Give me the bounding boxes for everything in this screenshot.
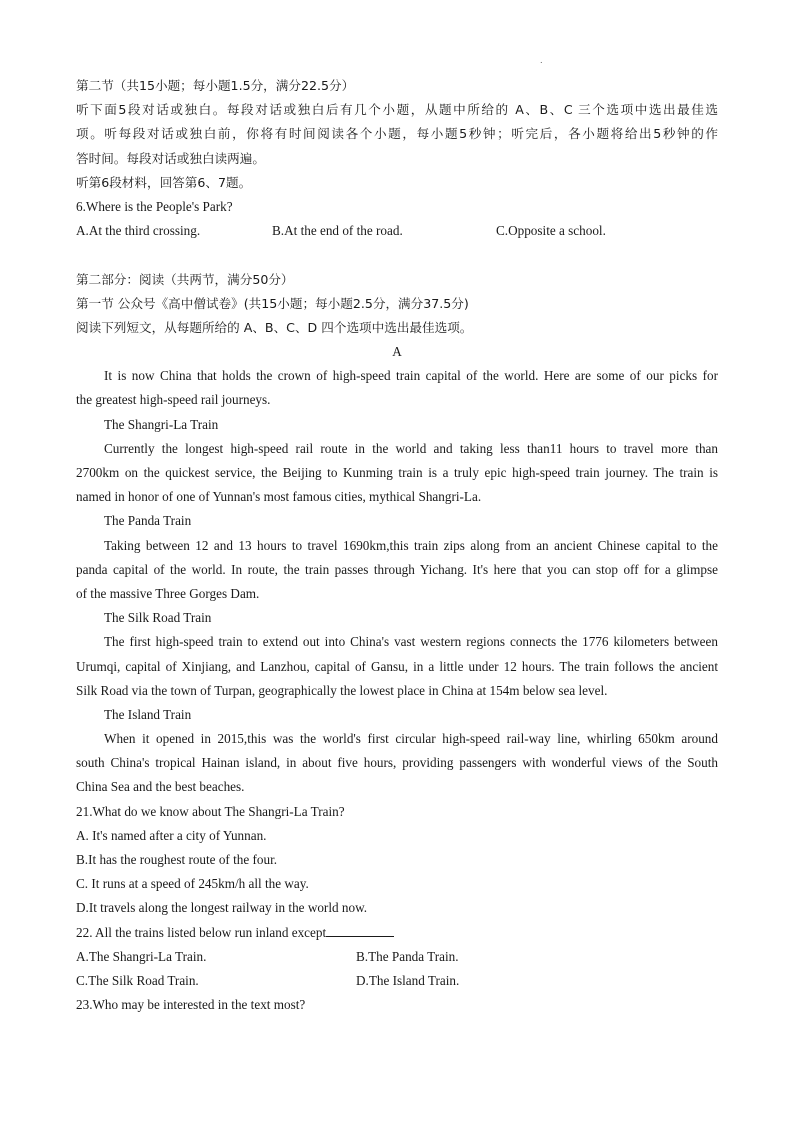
question-22-stem: 22. All the trains listed below run inland except bbox=[76, 924, 327, 940]
question-22-options-row-1 bbox=[76, 945, 718, 969]
question-6-option-a: A.At the third crossing. bbox=[76, 223, 201, 239]
page-content bbox=[76, 74, 718, 1017]
section-text-line: Urumqi, capital of Xinjiang, and Lanzhou, capital of Gansu, in a little under 12 hours. The train follows the ancient bbox=[76, 658, 718, 674]
section-text-line: Currently the longest high-speed rail route in the world and taking less than11 hours to travel more than bbox=[104, 440, 718, 456]
section-text-line: south China's tropical Hainan island, in about five hours, providing passengers with wonderful views of the South bbox=[76, 755, 718, 771]
listening-instruction-line: 听下面5段对话或独白。每段对话或独白后有几个小题，从题中所给的 A、B、C 三个选项中选出最佳选 bbox=[76, 102, 718, 118]
section-text-line: of the massive Three Gorges Dam. bbox=[76, 585, 260, 601]
question-21-option-a: A. It's named after a city of Yunnan. bbox=[76, 827, 267, 843]
material-note: 听第6段材料，回答第6、7题。 bbox=[76, 174, 252, 190]
question-6-option-b: B.At the end of the road. bbox=[272, 223, 403, 239]
question-22-option-b: B.The Panda Train. bbox=[356, 948, 459, 964]
section-text-line: Silk Road via the town of Turpan, geographically the lowest place in China at 154m below sea level. bbox=[76, 682, 608, 698]
section-text-line: China Sea and the best beaches. bbox=[76, 779, 245, 795]
question-22-options-row-2 bbox=[76, 969, 718, 993]
question-22-row bbox=[76, 921, 718, 945]
section-text-line: When it opened in 2015,this was the world's first circular high-speed rail-way line, whirling 650km around bbox=[104, 731, 718, 747]
question-21-option-d: D.It travels along the longest railway in the world now. bbox=[76, 900, 368, 916]
question-22-option-d: D.The Island Train. bbox=[356, 972, 460, 988]
question-22-option-c: C.The Silk Road Train. bbox=[76, 972, 199, 988]
passage-intro-line: It is now China that holds the crown of high-speed train capital of the world. Here are some of our picks for bbox=[104, 368, 718, 384]
section-text-line: panda capital of the world. In route, the train passes through Yichang. It's here that you can stop off for a glimpse bbox=[76, 561, 718, 577]
corner-mark: . bbox=[540, 56, 543, 65]
listening-section-header: 第二节（共15小题；每小题1.5分，满分22.5分） bbox=[76, 78, 355, 93]
reading-instruction: 阅读下列短文，从每题所给的 A、B、C、D 四个选项中选出最佳选项。 bbox=[76, 319, 473, 335]
question-21-stem: 21.What do we know about The Shangri-La Train? bbox=[76, 803, 345, 819]
section-title-shangri-la: The Shangri-La Train bbox=[104, 416, 219, 432]
question-22-option-a: A.The Shangri-La Train. bbox=[76, 948, 207, 964]
section-text-line: Taking between 12 and 13 hours to travel 1690km,this train zips along from an ancient Chinese capital to the bbox=[104, 537, 718, 553]
reading-section-header: 第一节 公众号《高中僧试卷》(共15小题；每小题2.5分，满分37.5分) bbox=[76, 295, 469, 311]
section-text-line: named in honor of one of Yunnan's most famous cities, mythical Shangri-La. bbox=[76, 489, 482, 505]
question-6-options bbox=[76, 219, 718, 243]
passage-label: A bbox=[392, 344, 402, 360]
question-21-option-b: B.It has the roughest route of the four. bbox=[76, 852, 278, 867]
question-23-stem: 23.Who may be interested in the text most? bbox=[76, 997, 306, 1013]
section-title-panda: The Panda Train bbox=[104, 513, 192, 529]
section-title-silk-road: The Silk Road Train bbox=[104, 610, 212, 626]
passage-intro-line: the greatest high-speed rail journeys. bbox=[76, 392, 271, 408]
spacer bbox=[76, 243, 718, 267]
listening-instruction-line: 项。听每段对话或独白前，你将有时间阅读各个小题，每小题5秒钟；听完后，各小题将给出5秒钟的作 bbox=[76, 126, 718, 142]
section-title-island: The Island Train bbox=[104, 706, 192, 722]
listening-instruction-line: 答时间。每段对话或独白读两遍。 bbox=[76, 150, 265, 166]
question-6-stem: 6.Where is the People's Park? bbox=[76, 198, 233, 214]
question-21-option-c: C. It runs at a speed of 245km/h all the way. bbox=[76, 876, 309, 892]
reading-part-header: 第二部分：阅读（共两节，满分50分） bbox=[76, 271, 294, 287]
section-text-line: 2700km on the quickest service, the Beijing to Kunming train is a truly epic high-speed train journey. The train is bbox=[76, 465, 718, 480]
answer-blank bbox=[326, 922, 394, 937]
question-6-option-c: C.Opposite a school. bbox=[496, 223, 606, 239]
section-text-line: The first high-speed train to extend out into China's vast western regions connects the 1776 kilometers between bbox=[104, 634, 718, 650]
